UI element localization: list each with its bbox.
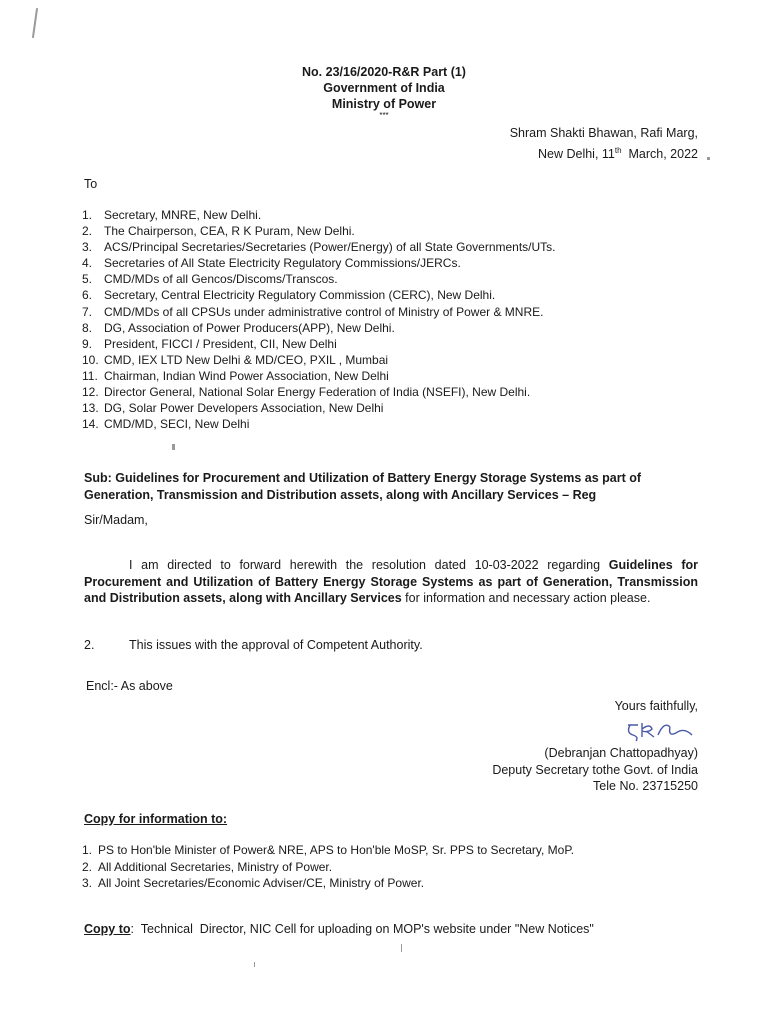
list-item: 2. All Additional Secretaries, Ministry of Power. bbox=[82, 859, 333, 874]
paragraph-text: for information and necessary action please. bbox=[401, 591, 651, 605]
paragraph-bold-text: Guidelines for Procurement and Utilization of Battery Energy Storage Systems as part of Generation, Transmission and Distribution assets, along with Ancillary Services bbox=[84, 558, 698, 605]
list-item: 6. Secretary, Central Electricity Regulatory Commission (CERC), New Delhi. bbox=[82, 288, 496, 303]
list-item: 8. DG, Association of Power Producers(APP), New Delhi. bbox=[82, 320, 395, 335]
copy-to-colon: : bbox=[130, 922, 135, 936]
signatory-telephone: Tele No. 23715250 bbox=[593, 779, 698, 793]
signature-mark bbox=[624, 717, 696, 743]
copy-to-label: Copy to bbox=[84, 922, 131, 936]
list-item: 10. CMD, IEX LTD New Delhi & MD/CEO, PXIL , Mumbai bbox=[82, 352, 389, 367]
enclosure-note: Encl:- As above bbox=[86, 679, 173, 693]
government-line: Government of India bbox=[323, 81, 445, 95]
list-item: 1. Secretary, MNRE, New Delhi. bbox=[82, 208, 262, 222]
date-month-year: March, 2022 bbox=[621, 147, 698, 162]
salutation: Sir/Madam, bbox=[84, 513, 148, 527]
list-item: 1. PS to Hon'ble Minister of Power& NRE, APS to Hon'ble MoSP, Sr. PPS to Secretary, MoP. bbox=[82, 843, 575, 857]
header-separator: *** bbox=[379, 111, 389, 120]
list-item: 2. The Chairperson, CEA, R K Puram, New Delhi. bbox=[82, 224, 355, 239]
list-item: 13. DG, Solar Power Developers Association, New Delhi bbox=[82, 401, 384, 416]
reference-number: No. 23/16/2020-R&R Part (1) bbox=[302, 65, 466, 79]
subject-line: Sub: Guidelines for Procurement and Utilization of Battery Energy Storage Systems as part of Generation, Transmission and Distribution assets, along with Ancillary Services – Reg bbox=[84, 471, 642, 502]
scan-mark bbox=[172, 444, 175, 450]
ministry-line: Ministry of Power bbox=[331, 97, 437, 111]
date-line bbox=[538, 142, 698, 163]
list-item: 12. Director General, National Solar Energy Federation of India (NSEFI), New Delhi. bbox=[82, 385, 531, 400]
signatory-name: (Debranjan Chattopadhyay) bbox=[544, 746, 698, 760]
paragraph-text: This issues with the approval of Competent Authority. bbox=[129, 638, 423, 652]
body-paragraph-2 bbox=[84, 638, 423, 652]
closing: Yours faithfully, bbox=[614, 699, 698, 713]
list-item: 5. CMD/MDs of all Gencos/Discoms/Transcos. bbox=[82, 272, 338, 287]
copy-to-line bbox=[84, 922, 594, 936]
recipient-list bbox=[82, 207, 556, 432]
list-item: 9. President, FICCI / President, CII, New Delhi bbox=[82, 336, 337, 351]
paragraph-number: 2. bbox=[84, 638, 95, 652]
scan-mark bbox=[707, 157, 710, 160]
scan-mark bbox=[401, 944, 402, 952]
list-item: 4. Secretaries of All State Electricity Regulatory Commissions/JERCs. bbox=[82, 256, 461, 271]
copy-to-text: Technical Director, NIC Cell for uploading on MOP's website under "New Notices" bbox=[134, 922, 594, 936]
date-city: New Delhi, 11 bbox=[538, 147, 615, 162]
scan-mark bbox=[254, 962, 255, 967]
list-item: 7. CMD/MDs of all CPSUs under administrative control of Ministry of Power & MNRE. bbox=[82, 304, 544, 319]
to-label: To bbox=[84, 177, 98, 191]
date-suffix: th bbox=[614, 146, 622, 155]
body-paragraph-1 bbox=[84, 557, 698, 607]
scan-mark bbox=[32, 8, 38, 38]
paragraph-text: I am directed to forward herewith the resolution dated 10-03-2022 regarding bbox=[129, 558, 609, 572]
list-item: 11. Chairman, Indian Wind Power Association, New Delhi bbox=[82, 368, 389, 383]
copy-info-list bbox=[82, 842, 574, 892]
signatory-designation: Deputy Secretary tothe Govt. of India bbox=[492, 763, 698, 777]
list-item: 14. CMD/MD, SECI, New Delhi bbox=[82, 417, 250, 432]
list-item: 3. All Joint Secretaries/Economic Adviser/CE, Ministry of Power. bbox=[82, 876, 425, 890]
address-line: Shram Shakti Bhawan, Rafi Marg, bbox=[509, 126, 698, 140]
list-item: 3. ACS/Principal Secretaries/Secretaries (Power/Energy) of all State Governments/UTs. bbox=[82, 240, 556, 255]
copy-info-heading: Copy for information to: bbox=[84, 812, 228, 826]
